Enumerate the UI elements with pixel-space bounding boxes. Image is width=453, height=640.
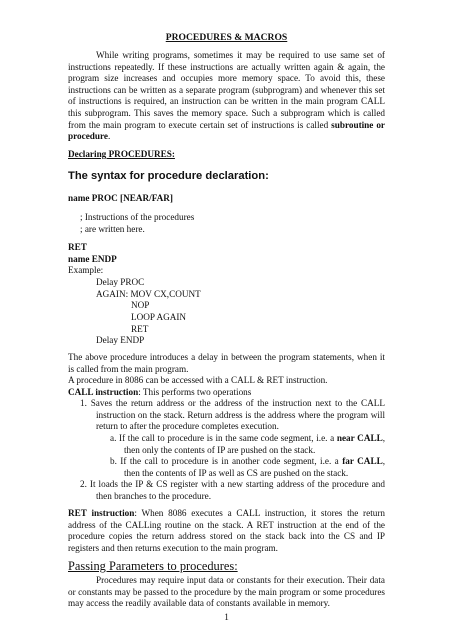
- page-number: 1: [224, 612, 229, 622]
- example-line-4: LOOP AGAIN: [131, 312, 187, 322]
- list-item-1: 1. Saves the return address or the address of the instruction next to the CALL instruction on the stack. Return address is the address where the program will return to after the procedure completes execution.: [80, 398, 385, 432]
- item-1a-pre: a. If the call to procedure is in the same code segment, i.e. a: [110, 433, 337, 443]
- example-line-2: AGAIN: MOV CX,COUNT: [96, 289, 201, 299]
- example-line-1: Delay PROC: [96, 277, 145, 287]
- intro-paragraph: [68, 50, 385, 143]
- passing-heading: Passing Parameters to procedures:: [68, 559, 238, 573]
- syntax-line: name PROC [NEAR/FAR]: [68, 193, 173, 203]
- intro-text: While writing programs, sometimes it may be required to use same set of instructions repeatedly. If these instructions are actually written again & again, the program size increases and occupies more memory space. To avoid this, these instructions can be written as a separate program (subprogram) and whenever this set of instructions is required, an instruction can be written in the main program CALL this subprogram. This saves the memory space. Such a subprogram which is called from the main program to execute certain set of instructions is called: [68, 50, 385, 130]
- passing-paragraph: Procedures may require input data or constants for their execution. Their data or constants may be passed to the procedure by the main program or some procedures may access the readily available data of constants available in memory.: [68, 575, 385, 609]
- ret-text: : When 8086 executes a CALL instruction, it stores the return address of the CALLing routine on the stack. A RET instruction at the end of the procedure copies the return address stored on the stack back into the CS and IP registers and then returns execution to the main program.: [68, 508, 385, 553]
- syntax-ret: RET: [68, 242, 87, 252]
- item-1b-pre: b. If the call to procedure is in another code segment, i.e. a: [110, 456, 343, 466]
- call-text: : This performs two operations: [138, 387, 252, 397]
- delay-paragraph: The above procedure introduces a delay in between the program statements, when it is called from the main program.: [68, 352, 385, 374]
- syntax-comment-1: ; Instructions of the procedures: [80, 212, 195, 222]
- access-paragraph: A procedure in 8086 can be accessed with a CALL & RET instruction.: [68, 375, 328, 385]
- ret-paragraph: [68, 508, 385, 554]
- list-item-1b: [110, 456, 385, 479]
- example-line-6: Delay ENDP: [96, 335, 145, 345]
- example-label: Example:: [68, 265, 104, 275]
- syntax-comment-2: ; are written here.: [80, 224, 145, 234]
- intro-end: .: [107, 131, 111, 142]
- syntax-endp: name ENDP: [68, 254, 117, 264]
- syntax-heading: The syntax for procedure declaration:: [68, 170, 269, 182]
- call-label: CALL instruction: [68, 387, 139, 397]
- list-item-2: 2. It loads the IP & CS register with a new starting address of the procedure and then branches to the procedure.: [80, 479, 385, 501]
- far-call-term: far CALL: [342, 456, 383, 466]
- declaring-heading: Declaring PROCEDURES:: [68, 149, 175, 159]
- item-1a-post: , then only the contents of IP are pushed on the stack.: [124, 433, 386, 455]
- item-1b-post: , then the contents of IP as well as CS are pushed on the stack.: [124, 456, 385, 478]
- example-line-3: NOP: [131, 300, 150, 310]
- intro-term: subroutine or procedure: [68, 119, 386, 142]
- page-title: PROCEDURES & MACROS: [165, 32, 288, 43]
- ret-label: RET instruction: [68, 508, 135, 518]
- example-line-5: RET: [131, 324, 149, 334]
- call-paragraph: [68, 387, 385, 399]
- near-call-term: near CALL: [336, 433, 383, 443]
- list-item-1a: [110, 433, 385, 456]
